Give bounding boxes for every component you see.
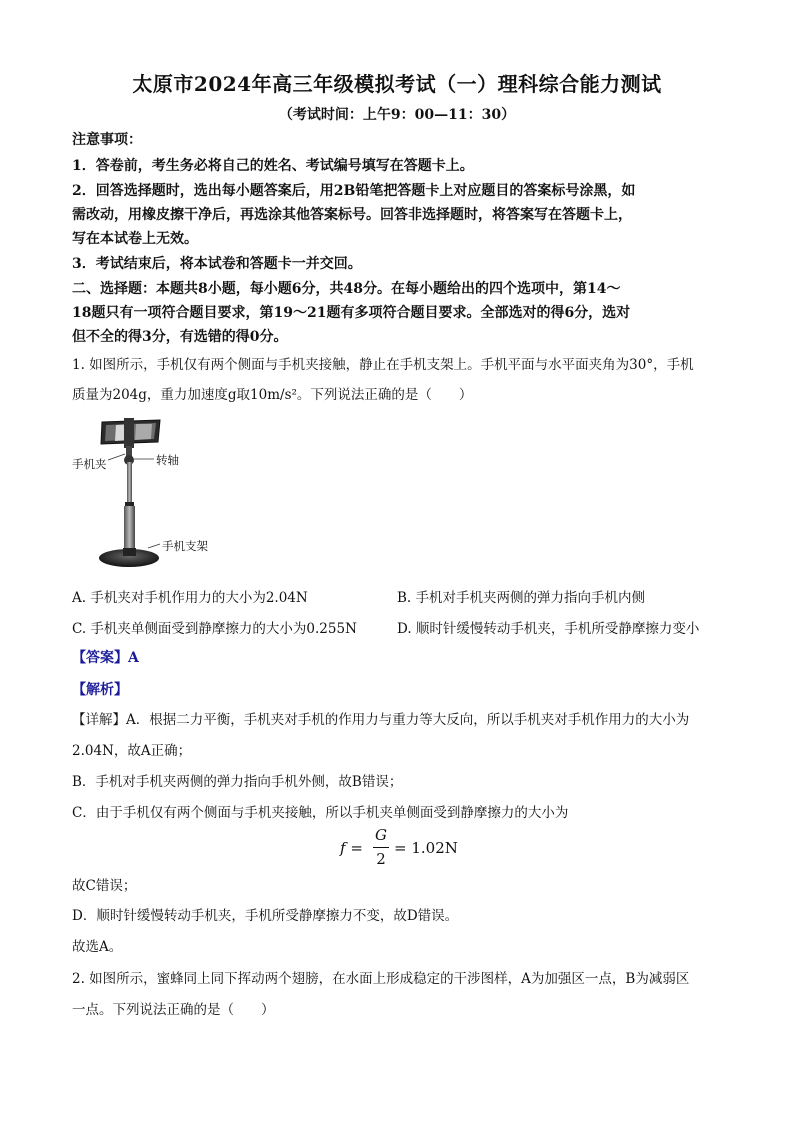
notice-item-2-line-1: 2．回答选择题时，选出每小题答案后，用2B铅笔把答题卡上对应题目的答案标号涂黑，如	[72, 183, 636, 199]
q1-conclusion: 故选A。	[72, 939, 123, 955]
q1-detail-c: C．由于手机仅有两个侧面与手机夹接触，所以手机夹单侧面受到静摩擦力的大小为	[72, 805, 569, 821]
formula-fraction-bar	[373, 847, 389, 848]
notice-item-1: 1．答卷前，考生务必将自己的姓名、考试编号填写在答题卡上。	[72, 158, 474, 174]
phone-stand-illustration	[68, 410, 268, 580]
formula-numerator: G	[375, 826, 387, 844]
q1-stem-line-2: 质量为204g，重力加速度g取10m/s²。下列说法正确的是（ ）	[72, 387, 473, 403]
q2-stem-line-1: 2. 如图所示，蜜蜂同上同下挥动两个翅膀，在水面上形成稳定的干涉图样，A为加强区一点，B为减弱区	[72, 971, 690, 987]
q1-detail-line-1: 【详解】A．根据二力平衡，手机夹对手机的作用力与重力等大反向，所以手机夹对手机作用力的大小为	[72, 712, 690, 728]
notice-heading: 注意事项：	[72, 132, 142, 148]
exam-time: （考试时间：上午9：00—11：30）	[278, 107, 516, 123]
notice-item-2-line-3: 写在本试卷上无效。	[72, 231, 198, 247]
q1-option-d: D. 顺时针缓慢转动手机夹，手机所受静摩擦力变小	[397, 621, 700, 637]
q1-detail-c-conclusion: 故C错误；	[72, 878, 137, 894]
formula-denominator: 2	[376, 850, 386, 868]
q1-answer: 【答案】A	[72, 650, 139, 666]
q1-option-b: B. 手机对手机夹两侧的弹力指向手机内侧	[397, 590, 646, 606]
q1-stem-line-1: 1. 如图所示，手机仅有两个侧面与手机夹接触，静止在手机支架上。手机平面与水平面夹角为30°，手机	[72, 357, 694, 373]
q2-stem-line-2: 一点。下列说法正确的是（ ）	[72, 1002, 275, 1018]
q1-friction-formula	[340, 826, 480, 870]
q1-detail-line-2: 2.04N，故A正确；	[72, 743, 192, 759]
page-title: 太原市2024年高三年级模拟考试（一）理科综合能力测试	[132, 72, 662, 96]
label-phone-clip: 手机夹	[72, 457, 107, 471]
formula-rhs: = 1.02N	[394, 839, 458, 857]
notice-item-3: 3．考试结束后，将本试卷和答题卡一并交回。	[72, 256, 362, 272]
label-rotation-axis: 转轴	[156, 453, 179, 467]
phone-stand-figure	[68, 410, 268, 580]
section-intro-line-3: 但不全的得3分，有选错的得0分。	[72, 329, 288, 345]
section-intro-line-1: 二、选择题：本题共8小题，每小题6分，共48分。在每小题给出的四个选项中，第14～	[72, 281, 621, 297]
q1-detail-b: B．手机对手机夹两侧的弹力指向手机外侧，故B错误；	[72, 774, 403, 790]
q1-detail-d: D．顺时针缓慢转动手机夹，手机所受静摩擦力不变，故D错误。	[72, 908, 459, 924]
q1-option-c: C. 手机夹单侧面受到静摩擦力的大小为0.255N	[72, 621, 357, 637]
section-intro-line-2: 18题只有一项符合题目要求，第19～21题有多项符合题目要求。全部选对的得6分，选对	[72, 305, 631, 321]
notice-item-2-line-2: 需改动，用橡皮擦干净后，再选涂其他答案标号。回答非选择题时，将答案写在答题卡上，	[72, 207, 632, 223]
q1-analysis-heading: 【解析】	[72, 682, 128, 698]
q1-option-a: A. 手机夹对手机作用力的大小为2.04N	[72, 590, 308, 606]
formula-lhs: f =	[340, 839, 363, 857]
label-phone-stand: 手机支架	[162, 539, 208, 553]
